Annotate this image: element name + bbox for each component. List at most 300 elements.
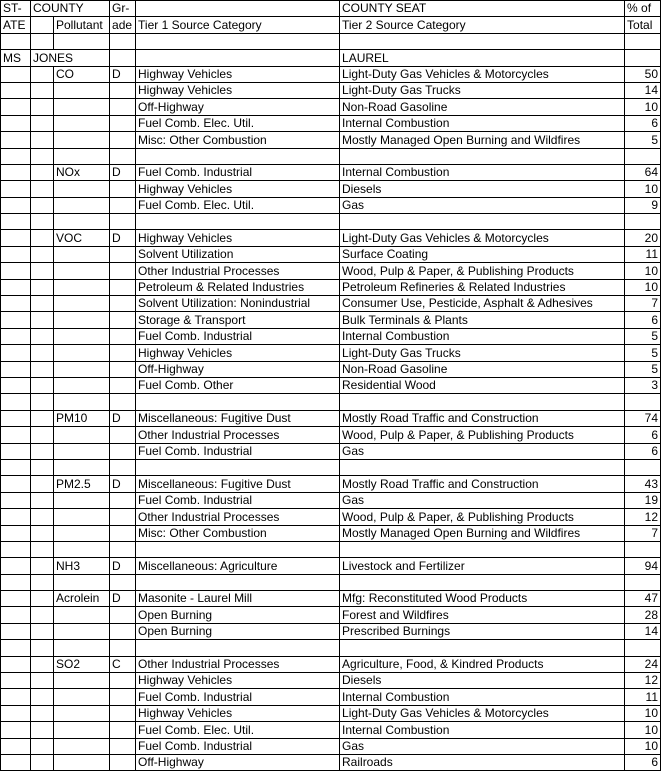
percent-cell: 10 [625, 722, 661, 738]
pollutant-cell [54, 443, 110, 459]
grade-cell [110, 82, 136, 98]
tier2-cell: Gas [340, 738, 625, 754]
table-body [1, 1, 661, 771]
tier1-cell: Masonite - Laurel Mill [136, 591, 340, 607]
pollutant-cell [54, 623, 110, 639]
header-cell: COUNTY [31, 1, 110, 17]
pollutant-cell: VOC [54, 230, 110, 246]
pollutant-cell [54, 377, 110, 393]
table-row [1, 345, 661, 361]
state-cell [1, 558, 31, 574]
state-cell [1, 689, 31, 705]
header-cell: Tier 1 Source Category [136, 17, 340, 33]
tier1-cell: Solvent Utilization: Nonindustrial [136, 296, 340, 312]
percent-cell: 9 [625, 197, 661, 213]
tier2-cell: Consumer Use, Pesticide, Asphalt & Adhesives [340, 296, 625, 312]
header-cell: Total [625, 17, 661, 33]
state-cell [1, 181, 31, 197]
state-cell [1, 623, 31, 639]
state-cell [1, 115, 31, 131]
county-cell [31, 66, 54, 82]
percent-cell: 28 [625, 607, 661, 623]
county-cell [31, 623, 54, 639]
grade-cell [110, 377, 136, 393]
tier2-cell: Internal Combustion [340, 689, 625, 705]
table-row [1, 738, 661, 754]
table-row [1, 296, 661, 312]
tier1-cell: Miscellaneous: Fugitive Dust [136, 476, 340, 492]
tier2-cell: Light-Duty Gas Vehicles & Motorcycles [340, 230, 625, 246]
spacer-row [1, 574, 661, 590]
tier1-cell: Highway Vehicles [136, 181, 340, 197]
county-cell [31, 738, 54, 754]
tier2-cell: Light-Duty Gas Vehicles & Motorcycles [340, 705, 625, 721]
grade-cell [110, 361, 136, 377]
tier1-cell: Highway Vehicles [136, 66, 340, 82]
percent-cell: 3 [625, 377, 661, 393]
pollutant-cell [54, 673, 110, 689]
tier1-cell: Fuel Comb. Elec. Util. [136, 115, 340, 131]
percent-cell: 6 [625, 312, 661, 328]
state-cell [1, 738, 31, 754]
table-row [1, 132, 661, 148]
tier1-cell: Miscellaneous: Fugitive Dust [136, 410, 340, 426]
percent-cell: 11 [625, 246, 661, 262]
percent-cell: 10 [625, 279, 661, 295]
percent-cell: 10 [625, 738, 661, 754]
tier1-cell: Other Industrial Processes [136, 656, 340, 672]
pollutant-cell: NOx [54, 164, 110, 180]
pollutant-cell [54, 296, 110, 312]
grade-cell [110, 738, 136, 754]
percent-cell: 6 [625, 115, 661, 131]
table-row [1, 476, 661, 492]
table-row [1, 705, 661, 721]
county-cell [31, 410, 54, 426]
state-cell [1, 296, 31, 312]
spacer-row [1, 640, 661, 656]
tier2-cell: Diesels [340, 181, 625, 197]
percent-cell: 43 [625, 476, 661, 492]
state-cell [1, 66, 31, 82]
tier1-cell: Petroleum & Related Industries [136, 279, 340, 295]
percent-cell: 5 [625, 345, 661, 361]
state-cell [1, 164, 31, 180]
grade-cell [110, 279, 136, 295]
tier2-cell: Forest and Wildfires [340, 607, 625, 623]
table-row [1, 377, 661, 393]
county-cell [31, 132, 54, 148]
table-row [1, 328, 661, 344]
county-cell [31, 476, 54, 492]
tier2-cell: Mostly Managed Open Burning and Wildfires [340, 132, 625, 148]
table-row [1, 230, 661, 246]
county-cell [31, 312, 54, 328]
state-cell [1, 99, 31, 115]
table-row [1, 246, 661, 262]
percent-cell: 10 [625, 263, 661, 279]
table-row [1, 722, 661, 738]
percent-cell: 14 [625, 82, 661, 98]
table-row [1, 427, 661, 443]
county-cell [31, 525, 54, 541]
grade-cell [110, 328, 136, 344]
grade-cell: D [110, 230, 136, 246]
grade-cell [110, 443, 136, 459]
percent-cell: 19 [625, 492, 661, 508]
tier2-cell: Mostly Road Traffic and Construction [340, 410, 625, 426]
county-seat-cell: LAUREL [340, 50, 625, 66]
county-cell [31, 558, 54, 574]
county-cell [31, 164, 54, 180]
tier2-cell: Gas [340, 197, 625, 213]
table-row [1, 115, 661, 131]
pollutant-cell: SO2 [54, 656, 110, 672]
tier1-cell: Open Burning [136, 607, 340, 623]
grade-cell [110, 132, 136, 148]
grade-cell [110, 345, 136, 361]
pollutant-cell: PM10 [54, 410, 110, 426]
table-row [1, 410, 661, 426]
tier2-cell: Prescribed Burnings [340, 623, 625, 639]
grade-cell: D [110, 410, 136, 426]
state-cell [1, 410, 31, 426]
county-cell [31, 705, 54, 721]
table-row [1, 754, 661, 770]
state-cell [1, 82, 31, 98]
tier1-cell: Off-Highway [136, 361, 340, 377]
tier2-cell: Internal Combustion [340, 115, 625, 131]
state-cell [1, 722, 31, 738]
table-row [1, 525, 661, 541]
state-cell [1, 345, 31, 361]
state-cell [1, 197, 31, 213]
state-cell [1, 328, 31, 344]
tier1-cell: Other Industrial Processes [136, 263, 340, 279]
grade-cell [110, 525, 136, 541]
tier2-cell: Mostly Managed Open Burning and Wildfires [340, 525, 625, 541]
county-cell [31, 115, 54, 131]
table-row [1, 99, 661, 115]
state-cell [1, 754, 31, 770]
percent-cell: 11 [625, 689, 661, 705]
percent-cell: 5 [625, 361, 661, 377]
grade-cell: C [110, 656, 136, 672]
tier1-cell: Storage & Transport [136, 312, 340, 328]
pollutant-cell [54, 279, 110, 295]
grade-cell [110, 197, 136, 213]
header-cell: ade [110, 17, 136, 33]
grade-cell [110, 427, 136, 443]
grade-cell [110, 509, 136, 525]
state-cell [1, 443, 31, 459]
county-cell [31, 263, 54, 279]
header-cell: ATE [1, 17, 31, 33]
grade-cell [110, 705, 136, 721]
table-row [1, 181, 661, 197]
county-cell [31, 246, 54, 262]
grade-cell [110, 296, 136, 312]
county-cell [31, 591, 54, 607]
percent-cell: 6 [625, 443, 661, 459]
county-cell [31, 722, 54, 738]
state-cell [1, 525, 31, 541]
grade-cell [110, 722, 136, 738]
grade-cell: D [110, 476, 136, 492]
pollutant-cell [54, 607, 110, 623]
pollutant-cell [54, 132, 110, 148]
percent-cell: 10 [625, 99, 661, 115]
table-row [1, 66, 661, 82]
spacer-row [1, 148, 661, 164]
tier1-cell: Misc: Other Combustion [136, 132, 340, 148]
tier2-cell: Light-Duty Gas Trucks [340, 82, 625, 98]
grade-cell [110, 99, 136, 115]
tier2-cell: Agriculture, Food, & Kindred Products [340, 656, 625, 672]
table-row [1, 591, 661, 607]
pollutant-cell [54, 509, 110, 525]
table-row [1, 82, 661, 98]
grade-cell [110, 263, 136, 279]
tier2-cell: Light-Duty Gas Vehicles & Motorcycles [340, 66, 625, 82]
tier2-cell: Wood, Pulp & Paper, & Publishing Products [340, 427, 625, 443]
state-cell [1, 705, 31, 721]
tier2-cell: Non-Road Gasoline [340, 99, 625, 115]
tier1-cell: Solvent Utilization [136, 246, 340, 262]
grade-cell [110, 246, 136, 262]
state-cell [1, 377, 31, 393]
percent-cell: 10 [625, 181, 661, 197]
pollutant-cell [54, 115, 110, 131]
table-row [1, 689, 661, 705]
pollutant-cell [54, 312, 110, 328]
county-cell [31, 99, 54, 115]
tier2-cell: Railroads [340, 754, 625, 770]
header-row-2 [1, 17, 661, 33]
tier2-cell: Mostly Road Traffic and Construction [340, 476, 625, 492]
county-cell [31, 443, 54, 459]
tier1-cell: Open Burning [136, 623, 340, 639]
pollutant-cell [54, 525, 110, 541]
county-cell [31, 345, 54, 361]
table-row [1, 279, 661, 295]
grade-cell [110, 115, 136, 131]
county-cell [31, 656, 54, 672]
pollutant-cell [54, 738, 110, 754]
table-row [1, 673, 661, 689]
spacer-row [1, 33, 661, 49]
header-cell: Pollutant [54, 17, 110, 33]
tier1-cell: Highway Vehicles [136, 345, 340, 361]
state-cell [1, 492, 31, 508]
pollutant-cell [54, 82, 110, 98]
state-cell [1, 591, 31, 607]
percent-cell: 5 [625, 328, 661, 344]
tier1-cell: Fuel Comb. Industrial [136, 164, 340, 180]
header-cell: Tier 2 Source Category [340, 17, 625, 33]
percent-cell: 14 [625, 623, 661, 639]
tier1-cell: Fuel Comb. Industrial [136, 328, 340, 344]
county-cell [31, 689, 54, 705]
tier1-cell: Highway Vehicles [136, 230, 340, 246]
pollutant-cell [54, 722, 110, 738]
tier2-cell: Residential Wood [340, 377, 625, 393]
pollutant-cell [54, 181, 110, 197]
county-cell [31, 230, 54, 246]
header-cell: Gr- [110, 1, 136, 17]
pollutant-cell [54, 99, 110, 115]
tier1-cell: Off-Highway [136, 99, 340, 115]
tier1-cell: Highway Vehicles [136, 705, 340, 721]
pollutant-cell [54, 263, 110, 279]
percent-cell: 50 [625, 66, 661, 82]
tier2-cell: Non-Road Gasoline [340, 361, 625, 377]
county-cell [31, 673, 54, 689]
percent-cell: 7 [625, 296, 661, 312]
county-cell [31, 181, 54, 197]
tier2-cell: Internal Combustion [340, 328, 625, 344]
tier2-cell: Bulk Terminals & Plants [340, 312, 625, 328]
spacer-row [1, 541, 661, 557]
percent-cell: 7 [625, 525, 661, 541]
percent-cell: 5 [625, 132, 661, 148]
table-row [1, 312, 661, 328]
table-row [1, 558, 661, 574]
tier2-cell: Wood, Pulp & Paper, & Publishing Products [340, 263, 625, 279]
tier1-cell: Fuel Comb. Industrial [136, 738, 340, 754]
tier2-cell: Internal Combustion [340, 722, 625, 738]
tier2-cell: Diesels [340, 673, 625, 689]
tier1-cell: Other Industrial Processes [136, 427, 340, 443]
percent-cell: 10 [625, 705, 661, 721]
tier2-cell: Wood, Pulp & Paper, & Publishing Products [340, 509, 625, 525]
percent-cell: 74 [625, 410, 661, 426]
county-cell [31, 607, 54, 623]
pollutant-cell: Acrolein [54, 591, 110, 607]
pollutant-cell [54, 361, 110, 377]
pollutant-cell [54, 689, 110, 705]
county-cell [31, 82, 54, 98]
table-row [1, 164, 661, 180]
tier1-cell: Fuel Comb. Elec. Util. [136, 722, 340, 738]
table-row [1, 509, 661, 525]
grade-cell [110, 607, 136, 623]
pollutant-cell [54, 328, 110, 344]
county-cell [31, 492, 54, 508]
tier1-cell: Miscellaneous: Agriculture [136, 558, 340, 574]
tier1-cell: Fuel Comb. Industrial [136, 443, 340, 459]
tier1-cell: Highway Vehicles [136, 82, 340, 98]
grade-cell [110, 689, 136, 705]
table-row [1, 443, 661, 459]
grade-cell: D [110, 164, 136, 180]
percent-cell: 47 [625, 591, 661, 607]
grade-cell [110, 673, 136, 689]
percent-cell: 6 [625, 754, 661, 770]
county-cell [31, 754, 54, 770]
state-cell [1, 656, 31, 672]
state-cell [1, 673, 31, 689]
county-cell [31, 279, 54, 295]
grade-cell [110, 181, 136, 197]
pollutant-cell: NH3 [54, 558, 110, 574]
tier1-cell: Fuel Comb. Industrial [136, 689, 340, 705]
pollutant-cell [54, 246, 110, 262]
state-cell [1, 246, 31, 262]
table-row [1, 623, 661, 639]
pollutant-cell: PM2.5 [54, 476, 110, 492]
grade-cell [110, 623, 136, 639]
grade-cell: D [110, 591, 136, 607]
grade-cell [110, 492, 136, 508]
tier1-cell: Other Industrial Processes [136, 509, 340, 525]
pollutant-cell: CO [54, 66, 110, 82]
percent-cell: 24 [625, 656, 661, 672]
table-row [1, 197, 661, 213]
tier2-cell: Gas [340, 492, 625, 508]
header-row-1 [1, 1, 661, 17]
county-cell: JONES [31, 50, 110, 66]
header-cell: ST- [1, 1, 31, 17]
table-row [1, 656, 661, 672]
header-cell [136, 1, 340, 17]
percent-cell: 20 [625, 230, 661, 246]
state-cell [1, 132, 31, 148]
tier1-cell: Fuel Comb. Industrial [136, 492, 340, 508]
percent-cell: 94 [625, 558, 661, 574]
county-cell [31, 197, 54, 213]
county-cell [31, 328, 54, 344]
tier2-cell: Light-Duty Gas Trucks [340, 345, 625, 361]
header-cell [31, 17, 54, 33]
county-cell [31, 509, 54, 525]
percent-cell: 12 [625, 509, 661, 525]
tier1-cell: Misc: Other Combustion [136, 525, 340, 541]
spacer-row [1, 214, 661, 230]
state-cell [1, 361, 31, 377]
tier2-cell: Internal Combustion [340, 164, 625, 180]
percent-cell: 6 [625, 427, 661, 443]
tier1-cell: Off-Highway [136, 754, 340, 770]
grade-cell [110, 312, 136, 328]
tier1-cell: Fuel Comb. Other [136, 377, 340, 393]
tier2-cell: Petroleum Refineries & Related Industries [340, 279, 625, 295]
state-cell [1, 312, 31, 328]
percent-cell: 12 [625, 673, 661, 689]
spacer-row [1, 459, 661, 475]
pollutant-cell [54, 492, 110, 508]
table-row [1, 263, 661, 279]
state-cell [1, 509, 31, 525]
county-cell [31, 377, 54, 393]
table-row [1, 492, 661, 508]
county-cell [31, 427, 54, 443]
pollutant-cell [54, 705, 110, 721]
tier2-cell: Livestock and Fertilizer [340, 558, 625, 574]
header-cell: % of [625, 1, 661, 17]
grade-cell [110, 754, 136, 770]
state-cell [1, 607, 31, 623]
tier2-cell: Gas [340, 443, 625, 459]
grade-cell: D [110, 66, 136, 82]
state-cell [1, 263, 31, 279]
state-cell [1, 427, 31, 443]
pollutant-cell [54, 754, 110, 770]
county-cell [31, 361, 54, 377]
pollutant-cell [54, 427, 110, 443]
location-row [1, 50, 661, 66]
state-cell: MS [1, 50, 31, 66]
